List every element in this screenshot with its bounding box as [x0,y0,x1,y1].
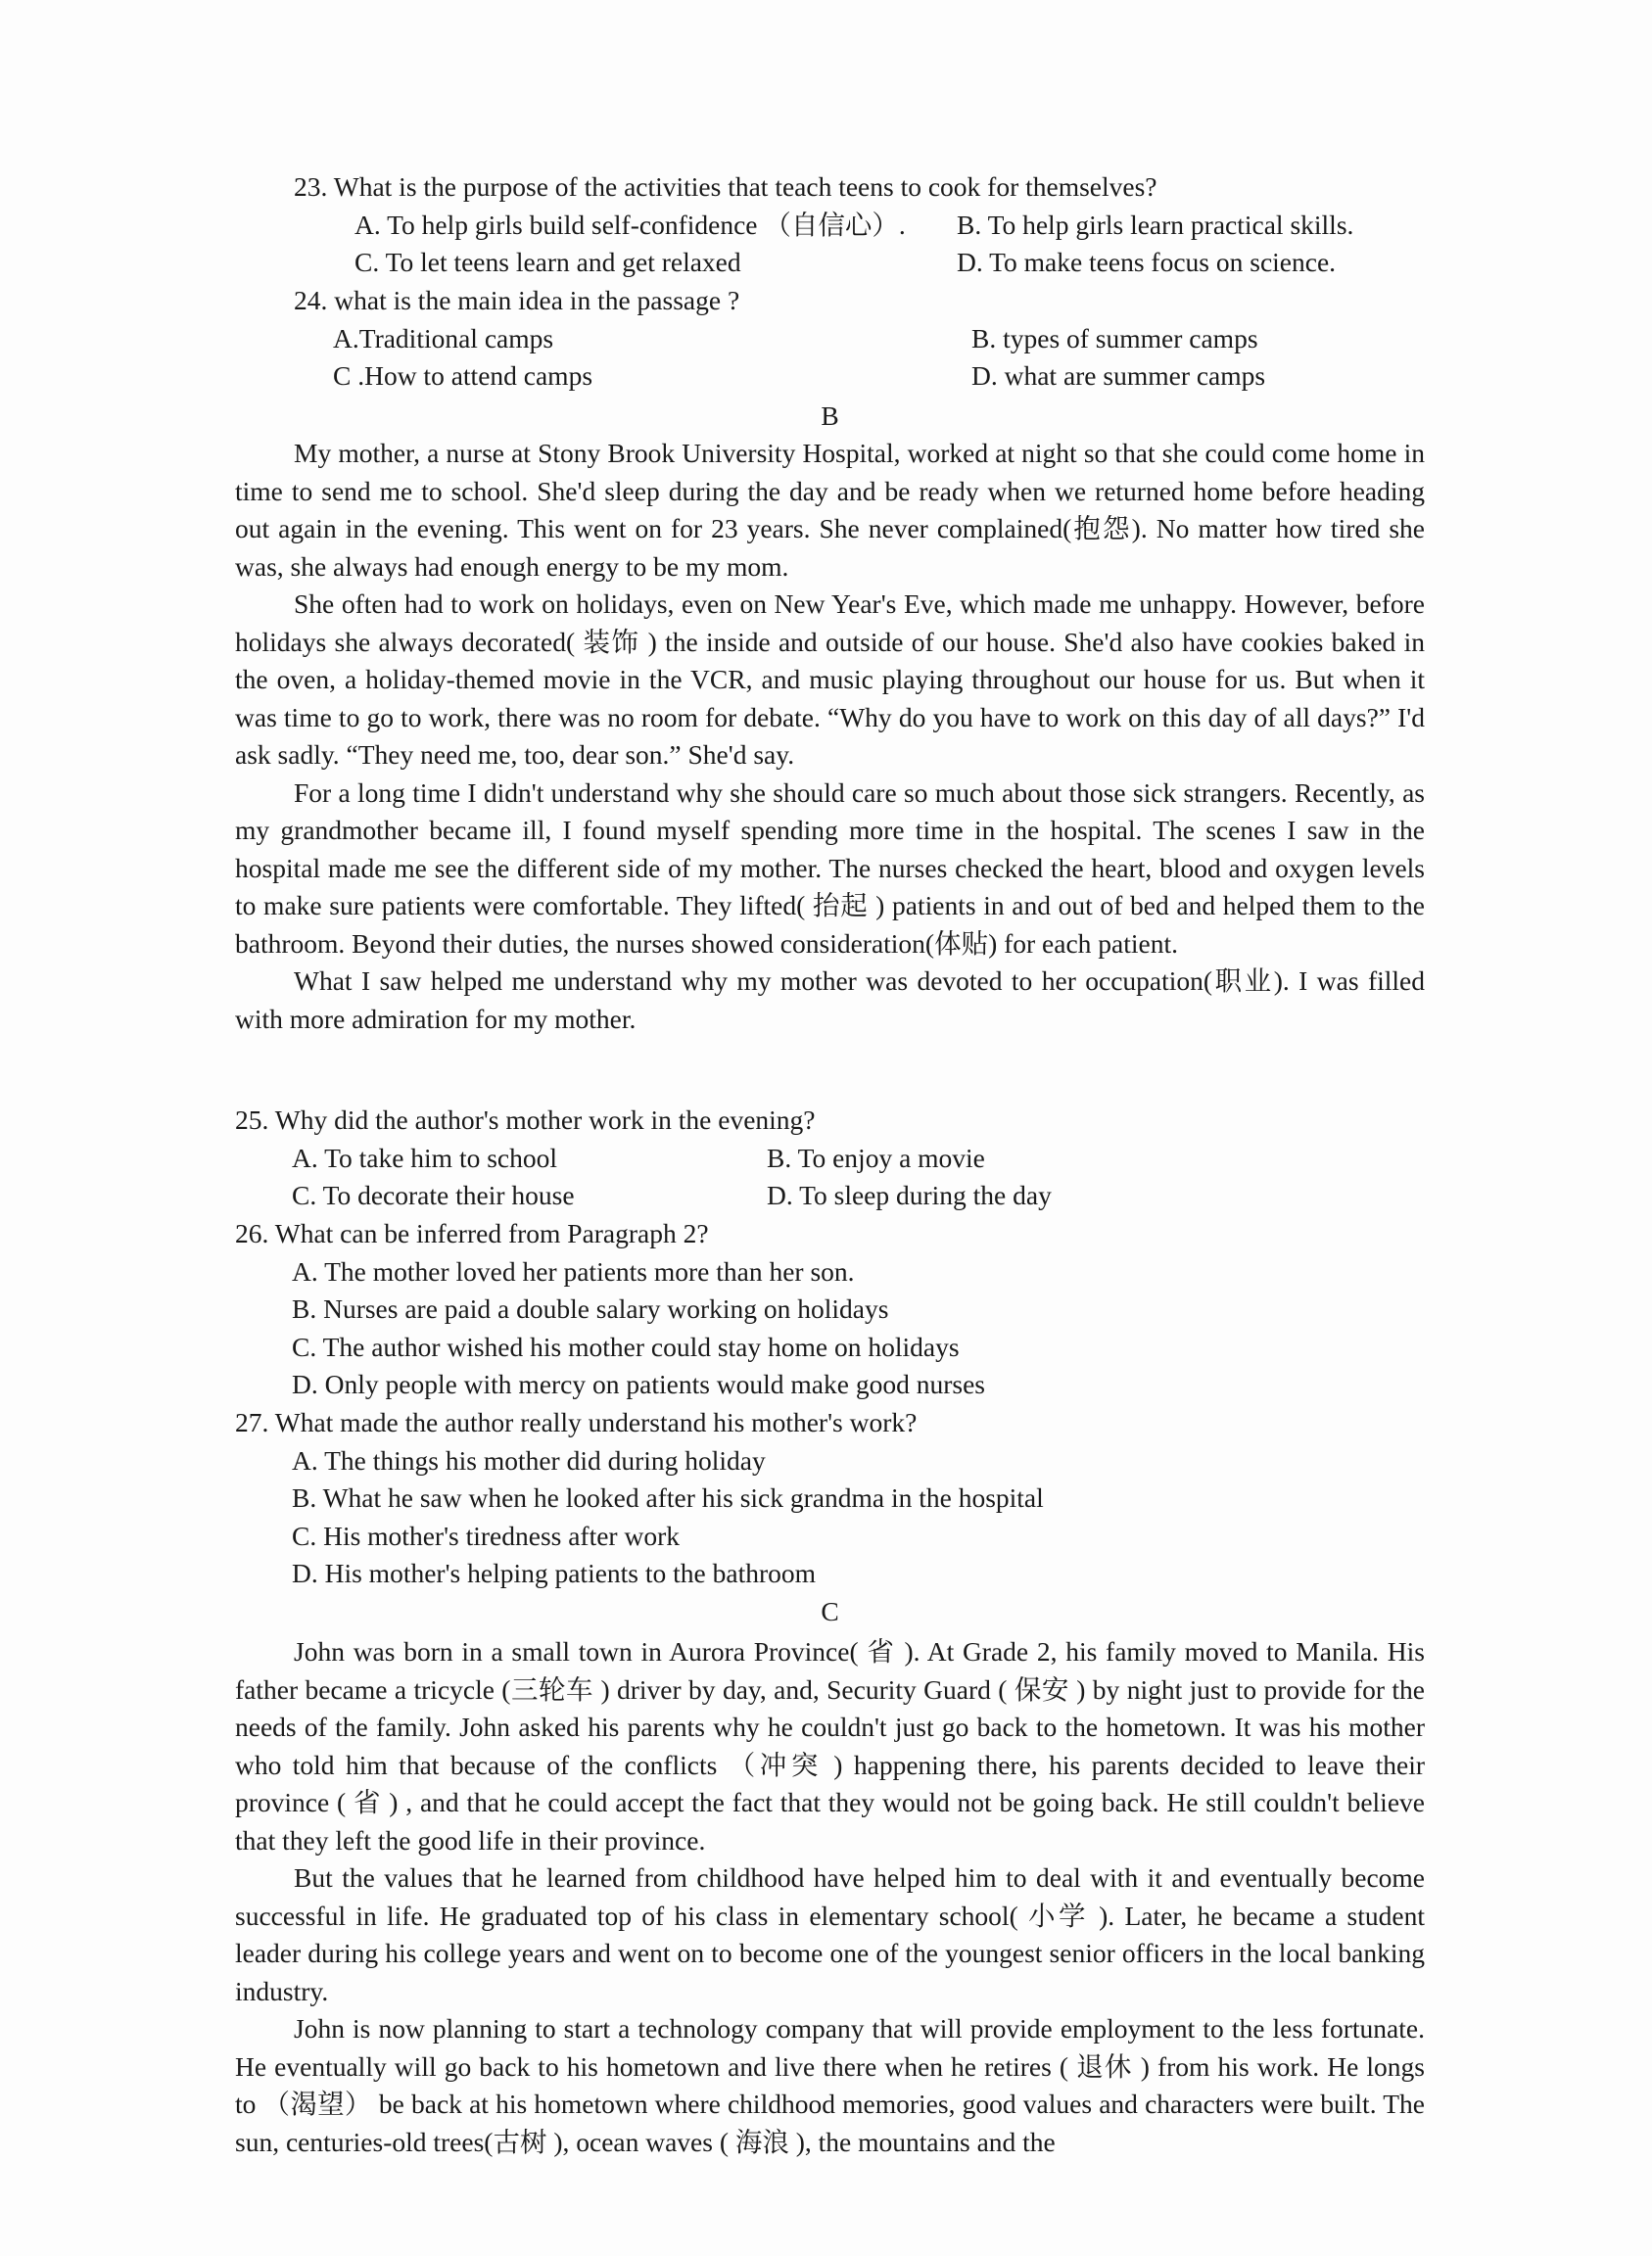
question-26 [235,1215,1425,1404]
option-24c: C .How to attend camps [333,360,593,391]
question-24-text: 24. what is the main idea in the passage ? [294,285,740,315]
question-25 [235,1102,1425,1215]
question-27-text: 27. What made the author really understand his mother's work? [235,1407,918,1437]
option-26a: A. The mother loved her patients more than her son. [292,1255,855,1287]
option-26b: B. Nurses are paid a double salary working on holidays [292,1293,889,1324]
option-27d: D. His mother's helping patients to the bathroom [292,1558,817,1588]
passage-c-paragraph-3: John is now planning to start a technology company that will provide employment to the less fortunate. He eventually will go back to his hometown and live there when he retires ( 退休 ) from his work. He longs to （渴望） be back at his hometown where childhood memories, good values and characters were built. The sun, centuries-old trees(古树 ), ocean waves ( 海浪 ), the mountains and the [235,2013,1425,2157]
option-23b: B. To help girls learn practical skills. [957,209,1354,240]
passage-b-paragraph-3: For a long time I didn't understand why she should care so much about those sick strangers. Recently, as my grandmother became ill, I found myself spending more time in the hospital. The scenes I saw in the hospital made me see the different side of my mother. The nurses checked the heart, blood and oxygen levels to make sure patients were comfortable. They lifted( 抬起 ) patients in and out of bed and helped them to the bathroom. Beyond their duties, the nurses showed consideration(体贴) for each patient. [235,776,1425,959]
option-24a: A.Traditional camps [333,322,554,353]
option-23c: C. To let teens learn and get relaxed [354,247,741,277]
question-25-text: 25. Why did the author's mother work in the evening? [235,1104,816,1135]
question-24 [235,282,1425,396]
option-25a: A. To take him to school [292,1142,558,1173]
section-c-passage [235,1633,1425,2161]
passage-b-paragraph-4: What I saw helped me understand why my mother was devoted to her occupation(职业). I was filled with more admiration for my mother. [235,965,1425,1034]
section-b-heading: B [821,400,839,431]
option-26d: D. Only people with mercy on patients would make good nurses [292,1369,985,1399]
option-24b: B. types of summer camps [971,322,1258,353]
option-27a: A. The things his mother did during holiday [292,1444,766,1476]
passage-b-paragraph-2: She often had to work on holidays, even on New Year's Eve, which made me unhappy. However, before holidays she always decorated( 装饰 ) the inside and outside of our house. She'd also have cookies baked in the oven, a holiday-themed movie in the VCR, and music playing throughout our house for us. But when it was time to go to work, there was no room for debate. “Why do you have to work on this day of all days?” I'd ask sadly. “They need me, too, dear son.” She'd say. [235,588,1425,770]
option-27b: B. What he saw when he looked after his sick grandma in the hospital [292,1482,1044,1513]
option-25d: D. To sleep during the day [767,1180,1052,1210]
option-25b: B. To enjoy a movie [767,1142,985,1173]
option-24d: D. what are summer camps [971,360,1266,391]
option-27c: C. His mother's tiredness after work [292,1520,680,1551]
passage-c-paragraph-1: John was born in a small town in Aurora Province( 省 ). At Grade 2, his family moved to Manila. His father became a tricycle (三轮车 ) driver by day, and, Security Guard ( 保安 ) by night just to provide for the needs of the family. John asked his parents why he couldn't just go back to the hometown. It was his mother who told him that because of the conflicts （冲突 ) happening there, his parents decided to leave their province ( 省 ) , and that he could accept the fact that they would not be going back. He still couldn't believe that they left the good life in their province. [235,1636,1425,1856]
option-23a: A. To help girls build self-confidence （自信心）. [354,209,906,240]
option-23d: D. To make teens focus on science. [957,247,1337,277]
section-b-passage [235,435,1425,1038]
option-25c: C. To decorate their house [292,1180,575,1210]
section-c-heading: C [821,1596,839,1626]
question-23-text: 23. What is the purpose of the activities that teach teens to cook for themselves? [294,171,1157,202]
passage-b-paragraph-1: My mother, a nurse at Stony Brook University Hospital, worked at night so that she could come home in time to send me to school. She'd sleep during the day and be ready when we returned home before heading out again in the evening. This went on for 23 years. She never complained(抱怨). No matter how tired she was, she always had enough energy to be my mom. [235,438,1425,582]
question-23 [235,168,1425,282]
question-27 [235,1404,1425,1593]
question-26-text: 26. What can be inferred from Paragraph 2? [235,1218,709,1248]
option-26c: C. The author wished his mother could stay home on holidays [292,1331,960,1362]
passage-c-paragraph-2: But the values that he learned from childhood have helped him to deal with it and eventually become successful in life. He graduated top of his class in elementary school( 小学 ). Later, he became a student leader during his college years and went on to become one of the youngest senior officers in the local banking industry. [235,1862,1425,2006]
